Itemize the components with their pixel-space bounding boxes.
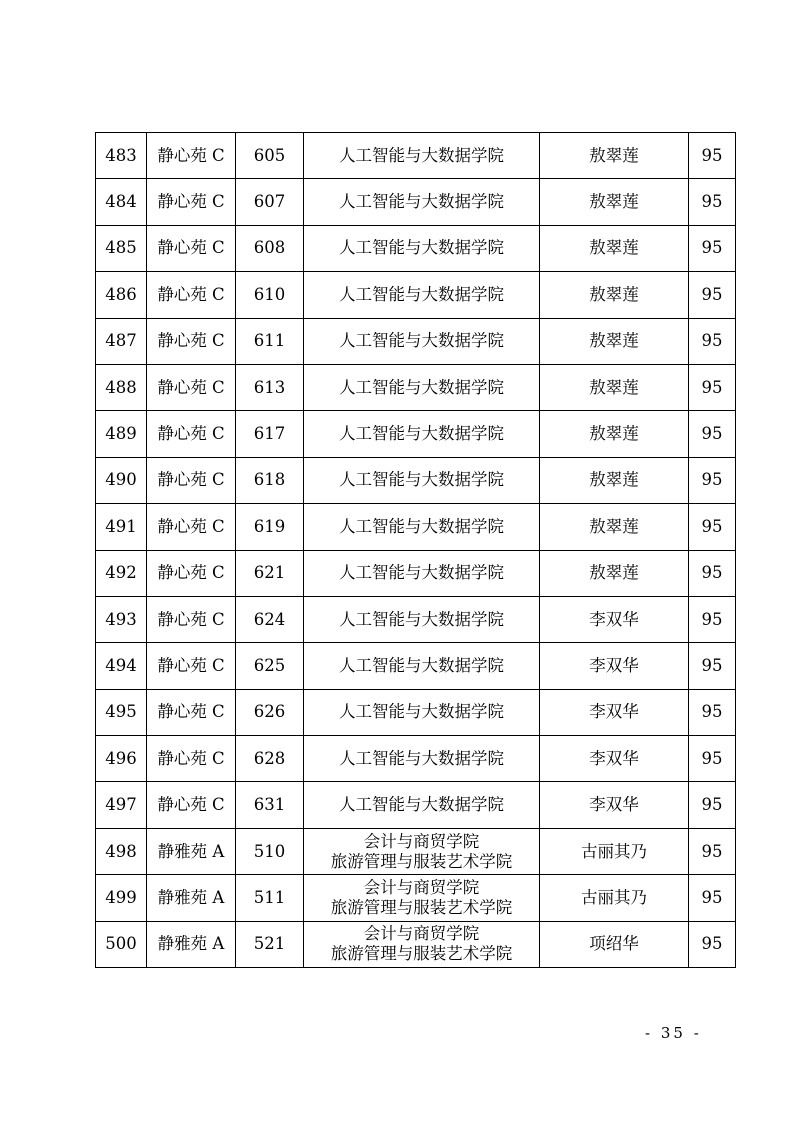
inspector-cell: 敖翠莲 (540, 550, 689, 596)
row-number-cell: 500 (96, 921, 147, 967)
building-cell: 静心苑 C (147, 179, 236, 225)
building-cell: 静心苑 C (147, 596, 236, 642)
room-cell: 613 (236, 364, 304, 410)
department-cell (304, 550, 540, 596)
room-cell: 608 (236, 225, 304, 271)
department-line: 人工智能与大数据学院 (339, 331, 504, 351)
score-cell: 95 (689, 411, 736, 457)
data-table (95, 132, 736, 968)
score-cell: 95 (689, 921, 736, 967)
department-cell (304, 272, 540, 318)
department-line: 旅游管理与服装艺术学院 (330, 851, 513, 871)
department-line: 旅游管理与服装艺术学院 (330, 897, 513, 917)
department-line: 会计与商贸学院 (363, 924, 480, 944)
room-cell: 619 (236, 504, 304, 550)
department-line: 人工智能与大数据学院 (339, 609, 504, 629)
table-row (96, 736, 736, 782)
building-cell: 静心苑 C (147, 318, 236, 364)
table-row (96, 643, 736, 689)
department-line: 人工智能与大数据学院 (339, 238, 504, 258)
department-line: 人工智能与大数据学院 (339, 795, 504, 815)
room-cell: 628 (236, 736, 304, 782)
department-cell (304, 689, 540, 735)
building-cell: 静心苑 C (147, 689, 236, 735)
department-cell (304, 179, 540, 225)
building-cell: 静心苑 C (147, 736, 236, 782)
score-cell: 95 (689, 318, 736, 364)
row-number-cell: 491 (96, 504, 147, 550)
table-row (96, 225, 736, 271)
table-row (96, 411, 736, 457)
department-line: 会计与商贸学院 (363, 831, 480, 851)
table-row (96, 504, 736, 550)
department-cell (304, 782, 540, 828)
department-cell (304, 828, 540, 874)
table-row (96, 550, 736, 596)
page-number: - 35 - (645, 1024, 702, 1042)
score-cell: 95 (689, 133, 736, 179)
department-cell (304, 318, 540, 364)
inspector-cell: 李双华 (540, 782, 689, 828)
inspector-cell: 李双华 (540, 689, 689, 735)
building-cell: 静心苑 C (147, 504, 236, 550)
row-number-cell: 494 (96, 643, 147, 689)
inspector-cell: 李双华 (540, 643, 689, 689)
row-number-cell: 486 (96, 272, 147, 318)
row-number-cell: 499 (96, 875, 147, 921)
building-cell: 静心苑 C (147, 457, 236, 503)
score-cell: 95 (689, 736, 736, 782)
department-line: 人工智能与大数据学院 (339, 655, 504, 675)
inspector-cell: 李双华 (540, 596, 689, 642)
table-row (96, 921, 736, 967)
building-cell: 静心苑 C (147, 272, 236, 318)
inspector-cell: 敖翠莲 (540, 179, 689, 225)
department-line: 人工智能与大数据学院 (339, 424, 504, 444)
row-number-cell: 498 (96, 828, 147, 874)
room-cell: 621 (236, 550, 304, 596)
row-number-cell: 488 (96, 364, 147, 410)
row-number-cell: 497 (96, 782, 147, 828)
table-row (96, 782, 736, 828)
score-cell: 95 (689, 550, 736, 596)
score-cell: 95 (689, 179, 736, 225)
room-cell: 618 (236, 457, 304, 503)
row-number-cell: 484 (96, 179, 147, 225)
inspector-cell: 敖翠莲 (540, 318, 689, 364)
room-cell: 510 (236, 828, 304, 874)
inspector-cell: 敖翠莲 (540, 225, 689, 271)
building-cell: 静心苑 C (147, 133, 236, 179)
table-row (96, 828, 736, 874)
row-number-cell: 492 (96, 550, 147, 596)
score-cell: 95 (689, 596, 736, 642)
department-line: 人工智能与大数据学院 (339, 470, 504, 490)
row-number-cell: 496 (96, 736, 147, 782)
table-row (96, 596, 736, 642)
table-row (96, 318, 736, 364)
building-cell: 静心苑 C (147, 550, 236, 596)
room-cell: 617 (236, 411, 304, 457)
inspector-cell: 敖翠莲 (540, 133, 689, 179)
department-line: 旅游管理与服装艺术学院 (330, 944, 513, 964)
department-cell (304, 364, 540, 410)
score-cell: 95 (689, 689, 736, 735)
row-number-cell: 495 (96, 689, 147, 735)
inspector-cell: 古丽其乃 (540, 875, 689, 921)
building-cell: 静心苑 C (147, 411, 236, 457)
inspector-cell: 敖翠莲 (540, 504, 689, 550)
score-cell: 95 (689, 225, 736, 271)
score-cell: 95 (689, 272, 736, 318)
inspector-cell: 敖翠莲 (540, 364, 689, 410)
inspector-cell: 敖翠莲 (540, 457, 689, 503)
room-cell: 626 (236, 689, 304, 735)
department-cell (304, 643, 540, 689)
department-line: 人工智能与大数据学院 (339, 563, 504, 583)
department-line: 人工智能与大数据学院 (339, 192, 504, 212)
department-line: 人工智能与大数据学院 (339, 516, 504, 536)
building-cell: 静心苑 C (147, 364, 236, 410)
score-cell: 95 (689, 828, 736, 874)
row-number-cell: 483 (96, 133, 147, 179)
inspector-cell: 李双华 (540, 736, 689, 782)
department-cell (304, 736, 540, 782)
row-number-cell: 489 (96, 411, 147, 457)
table-row (96, 133, 736, 179)
room-cell: 605 (236, 133, 304, 179)
table-row (96, 875, 736, 921)
department-cell (304, 504, 540, 550)
room-cell: 607 (236, 179, 304, 225)
table-row (96, 364, 736, 410)
building-cell: 静心苑 C (147, 643, 236, 689)
table-row (96, 689, 736, 735)
department-line: 人工智能与大数据学院 (339, 377, 504, 397)
department-cell (304, 225, 540, 271)
inspector-cell: 敖翠莲 (540, 411, 689, 457)
room-cell: 631 (236, 782, 304, 828)
row-number-cell: 485 (96, 225, 147, 271)
building-cell: 静雅苑 A (147, 921, 236, 967)
inspector-cell: 古丽其乃 (540, 828, 689, 874)
building-cell: 静心苑 C (147, 782, 236, 828)
table-row (96, 457, 736, 503)
building-cell: 静雅苑 A (147, 828, 236, 874)
row-number-cell: 487 (96, 318, 147, 364)
building-cell: 静雅苑 A (147, 875, 236, 921)
department-cell (304, 875, 540, 921)
score-cell: 95 (689, 457, 736, 503)
row-number-cell: 490 (96, 457, 147, 503)
department-cell (304, 596, 540, 642)
department-cell (304, 411, 540, 457)
row-number-cell: 493 (96, 596, 147, 642)
room-cell: 521 (236, 921, 304, 967)
room-cell: 625 (236, 643, 304, 689)
table-row (96, 272, 736, 318)
department-line: 人工智能与大数据学院 (339, 284, 504, 304)
room-cell: 611 (236, 318, 304, 364)
department-cell (304, 921, 540, 967)
department-cell (304, 133, 540, 179)
department-cell (304, 457, 540, 503)
inspector-cell: 项绍华 (540, 921, 689, 967)
score-cell: 95 (689, 643, 736, 689)
room-cell: 511 (236, 875, 304, 921)
score-cell: 95 (689, 875, 736, 921)
score-cell: 95 (689, 782, 736, 828)
building-cell: 静心苑 C (147, 225, 236, 271)
inspector-cell: 敖翠莲 (540, 272, 689, 318)
department-line: 人工智能与大数据学院 (339, 748, 504, 768)
table-row (96, 179, 736, 225)
department-line: 人工智能与大数据学院 (339, 145, 504, 165)
score-cell: 95 (689, 504, 736, 550)
room-cell: 624 (236, 596, 304, 642)
department-line: 人工智能与大数据学院 (339, 702, 504, 722)
table-body (96, 133, 736, 968)
room-cell: 610 (236, 272, 304, 318)
department-line: 会计与商贸学院 (363, 877, 480, 897)
score-cell: 95 (689, 364, 736, 410)
